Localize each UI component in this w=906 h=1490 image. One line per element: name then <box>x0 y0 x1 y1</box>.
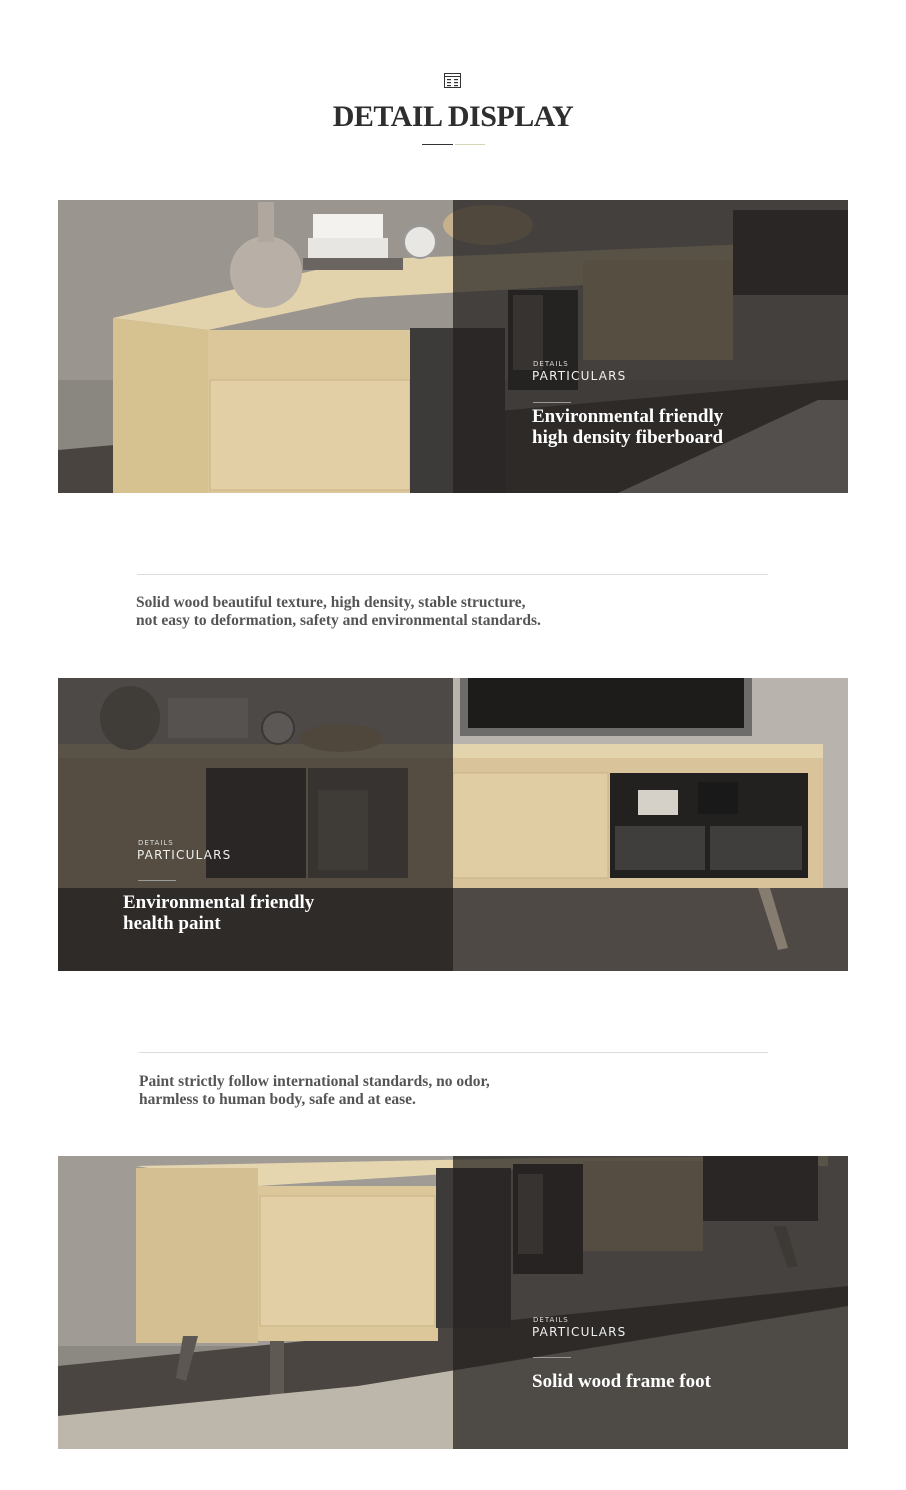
detail-panel-fiberboard <box>58 200 848 493</box>
feature-title: Environmental friendly health paint <box>123 892 315 934</box>
description-text: Paint strictly follow international standards, no odor, harmless to human body, safe and at ease. <box>139 1073 490 1108</box>
particulars-label: PARTICULARS <box>137 848 232 862</box>
feature-title: Solid wood frame foot <box>532 1371 711 1392</box>
divider-line <box>533 402 571 403</box>
title-underline-dark <box>422 144 453 145</box>
details-label: DETAILS <box>138 839 174 847</box>
text-overlay <box>453 200 848 493</box>
details-label: DETAILS <box>533 1316 569 1324</box>
particulars-label: PARTICULARS <box>532 369 627 383</box>
divider-line <box>533 1357 571 1358</box>
particulars-label: PARTICULARS <box>532 1325 627 1339</box>
feature-title: Environmental friendly high density fiberboard <box>532 406 724 448</box>
section-separator <box>139 1052 768 1053</box>
detail-panel-paint <box>58 678 848 971</box>
text-overlay <box>453 1156 848 1449</box>
details-label: DETAILS <box>533 360 569 368</box>
section-separator <box>137 574 768 575</box>
title-underline-accent <box>455 144 485 145</box>
page-title: DETAIL DISPLAY <box>332 100 574 133</box>
detail-panel-frame-foot <box>58 1156 848 1449</box>
description-text: Solid wood beautiful texture, high density, stable structure, not easy to deformation, safety and environmental standards. <box>136 594 541 629</box>
grid-list-icon <box>444 73 461 88</box>
divider-line <box>138 880 176 881</box>
